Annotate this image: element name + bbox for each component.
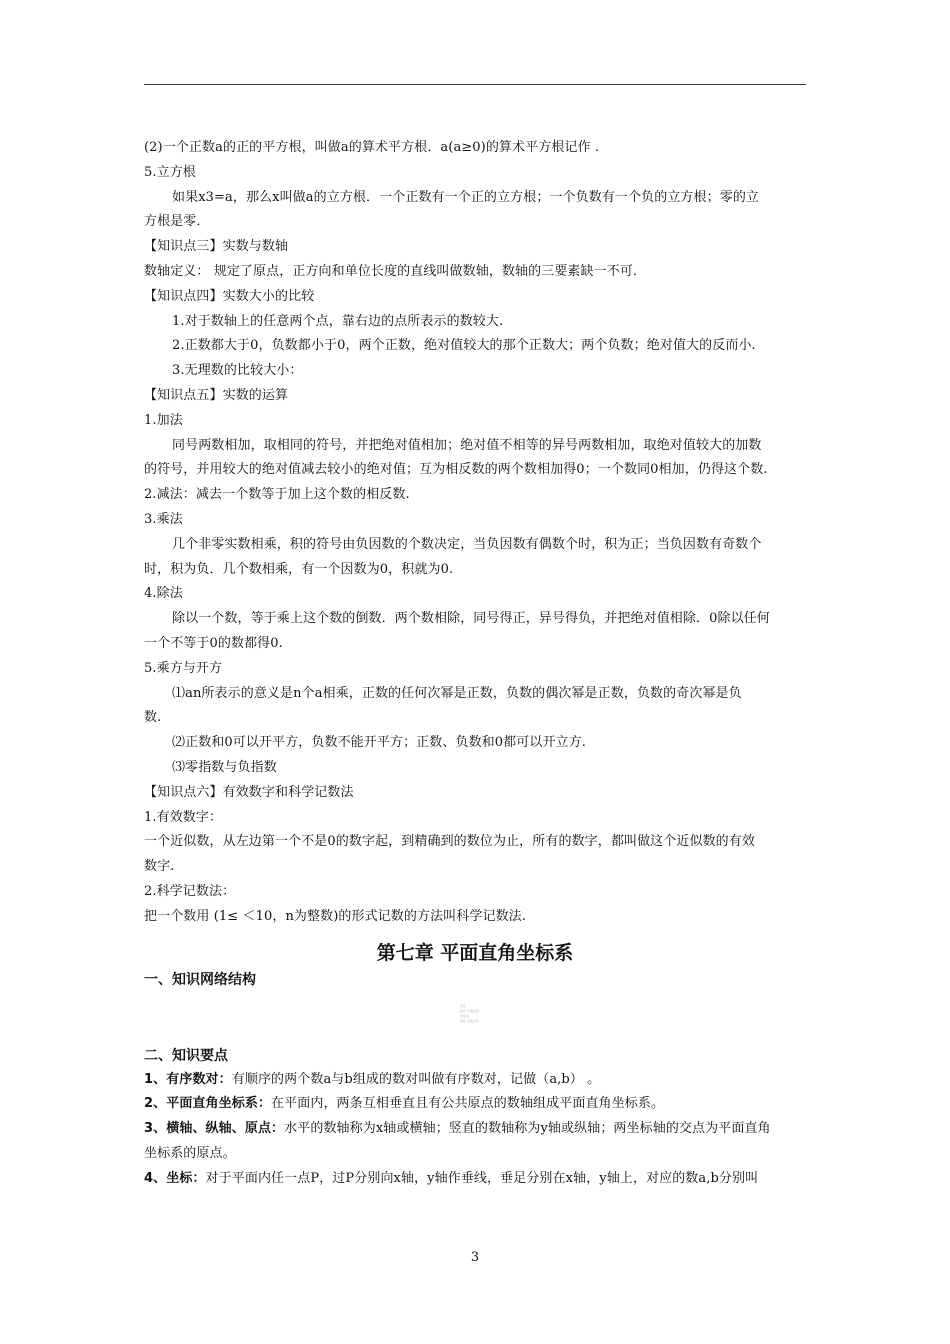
key-point-term: 1、有序数对： xyxy=(144,1071,232,1087)
text-line: 3.无理数的比较大小： xyxy=(172,363,303,379)
text-line: (2)一个正数a的正的平方根，叫做a的算术平方根．a(a≥0)的算术平方根记作 . xyxy=(144,140,600,155)
text-line: 数轴定义： 规定了原点，正方向和单位长度的直线叫做数轴，数轴的三要素缺一不可． xyxy=(144,263,647,279)
section-heading-points: 二、知识要点 xyxy=(144,1047,228,1064)
text-line: 5.乘方与开方 xyxy=(144,660,223,676)
text-block xyxy=(144,136,812,930)
text-line: 1.对于数轴上的任意两个点，靠右边的点所表示的数较大. xyxy=(172,313,504,329)
page-number: 3 xyxy=(470,1250,480,1265)
text-line: 3.乘法 xyxy=(144,511,183,527)
key-point xyxy=(144,1117,812,1142)
header-rule xyxy=(144,84,806,85)
text-line: 【知识点三】实数与数轴 xyxy=(144,239,289,255)
text-line: 1.有效数字： xyxy=(144,809,223,825)
section-heading-structure: 一、知识网络结构 xyxy=(144,971,256,988)
key-point-text: 水平的数轴称为x轴或横轴；竖直的数轴称为y轴或纵轴；两坐标轴的交点为平面直角 xyxy=(284,1121,771,1137)
text-line: 如果x3=a，那么x叫做a的立方根．一个正数有一个正的立方根；一个负数有一个负的立方根；零的立 xyxy=(172,189,760,205)
text-line: 把一个数用 (1≤ ＜10，n为整数)的形式记数的方法叫科学记数法. xyxy=(144,908,527,924)
key-point-text: 在平面内，两条互相垂直且有公共原点的数轴组成平面直角坐标系。 xyxy=(271,1096,665,1112)
knowledge-network-diagram xyxy=(144,992,806,1044)
key-point-text: 对于平面内任一点P，过P分别向x轴，y轴作垂线，垂足分别在x轴，y轴上，对应的数a,b分别叫 xyxy=(205,1170,759,1186)
key-points-list xyxy=(144,1068,812,1192)
diagram-label: 数对 平面直角 xyxy=(460,1008,479,1013)
chapter-title: 第七章 平面直角坐标系 xyxy=(376,941,574,964)
text-line: 2.减法：减去一个数等于加上这个数的相反数. xyxy=(144,487,410,503)
text-line: ⑶零指数与负指数 xyxy=(172,759,277,775)
key-point-term: 2、平面直角坐标系： xyxy=(144,1096,272,1112)
diagram-label: 坐标 点的坐标 xyxy=(460,1018,479,1023)
text-line: 【知识点六】有效数字和科学记数法 xyxy=(144,784,354,800)
text-line: 的符号，并用较大的绝对值减去较小的绝对值；互为相反数的两个数相加得0；一个数同0相加，仍得这个数. xyxy=(144,462,768,478)
text-line: 除以一个数，等于乘上这个数的倒数．两个数相除，同号得正，异号得负，并把绝对值相除．0除以任何 xyxy=(172,611,770,627)
diagram-label: 坐标系 xyxy=(460,1013,470,1018)
text-line: 【知识点四】实数大小的比较 xyxy=(144,288,315,304)
diagram-label: 有序 xyxy=(460,1003,467,1008)
key-point xyxy=(144,1142,812,1167)
key-point-term: 4、坐标： xyxy=(144,1170,206,1186)
text-line: ⑵正数和0可以开平方，负数不能开平方；正数、负数和0都可以开立方. xyxy=(172,735,586,751)
text-line: 2.正数都大于0，负数都小于0，两个正数，绝对值较大的那个正数大；两个负数；绝对值大的反而小. xyxy=(172,338,756,354)
text-line: 方根是零． xyxy=(144,214,210,230)
text-line: 一个近似数，从左边第一个不是0的数字起，到精确到的数位为止，所有的数字，都叫做这个近似数的有效 xyxy=(144,834,755,850)
text-line: 【知识点五】实数的运算 xyxy=(144,387,289,403)
text-line: 一个不等于0的数都得0. xyxy=(144,635,283,651)
text-line: ⑴an所表示的意义是n个a相乘，正数的任何次幂是正数，负数的偶次幂是正数，负数的奇次幂是负 xyxy=(172,685,742,701)
key-point xyxy=(144,1167,812,1192)
text-line: 数字. xyxy=(144,859,175,875)
key-point-text: 有顺序的两个数a与b组成的数对叫做有序数对，记做（a,b） 。 xyxy=(231,1071,601,1087)
text-line: 1.加法 xyxy=(144,412,183,428)
text-line: 数. xyxy=(144,710,162,726)
text-line: 同号两数相加，取相同的符号，并把绝对值相加；绝对值不相等的异号两数相加，取绝对值较大的加数 xyxy=(172,437,762,453)
key-point-term: 3、横轴、纵轴、原点： xyxy=(144,1121,285,1137)
text-line: 2.科学记数法： xyxy=(144,883,236,899)
page-content xyxy=(144,136,812,1191)
text-line: 5.立方根 xyxy=(144,164,196,180)
diagram-thumbnail xyxy=(460,1004,479,1024)
key-point-text: 坐标系的原点。 xyxy=(144,1145,236,1161)
text-line: 时，积为负．几个数相乘，有一个因数为0，积就为0. xyxy=(144,561,454,577)
key-point xyxy=(144,1092,812,1117)
text-line: 几个非零实数相乘，积的符号由负因数的个数决定，当负因数有偶数个时，积为正；当负因数有奇数个 xyxy=(172,536,762,552)
text-line: 4.除法 xyxy=(144,586,183,602)
key-point xyxy=(144,1068,812,1093)
